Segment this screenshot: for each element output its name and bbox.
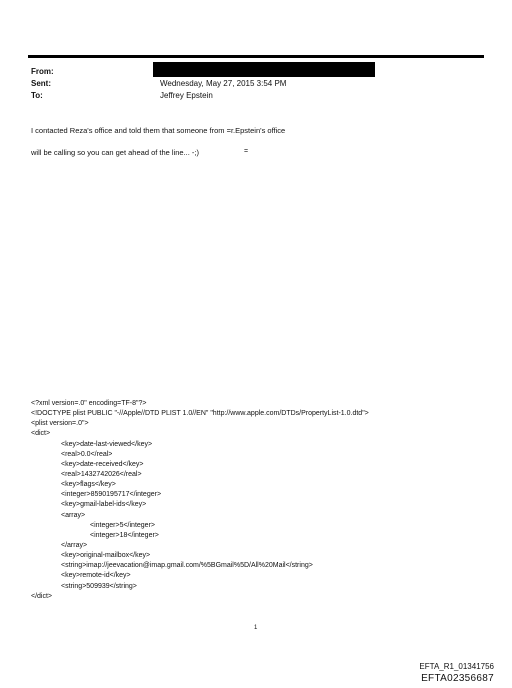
sent-label: Sent: bbox=[31, 79, 51, 88]
xml-line: </array> bbox=[61, 541, 88, 549]
xml-line: <dict> bbox=[31, 430, 51, 438]
body-line-1: I contacted Reza's office and told them that someone from =r.Epstein's office bbox=[31, 126, 286, 135]
xml-line: <integer>18</integer> bbox=[90, 531, 159, 539]
page-number: 1 bbox=[254, 625, 258, 631]
xml-line: <integer>5</integer> bbox=[90, 521, 155, 529]
xml-line: <key>original-mailbox</key> bbox=[61, 552, 151, 560]
xml-line: <key>gmail-label-ids</key> bbox=[61, 501, 147, 509]
xml-line: </dict> bbox=[31, 592, 53, 600]
body-line-2: will be calling so you can get ahead of the line... -;) bbox=[31, 148, 200, 157]
from-label: From: bbox=[31, 67, 54, 76]
xml-line: <key>remote-id</key> bbox=[61, 572, 131, 580]
to-value: Jeffrey Epstein bbox=[160, 91, 213, 100]
xml-line: <real>0.0</real> bbox=[61, 450, 113, 458]
xml-line: <integer>8590195717</integer> bbox=[61, 491, 162, 499]
bates-stamp-1: EFTA_R1_01341756 bbox=[419, 662, 494, 671]
xml-plist-block bbox=[31, 399, 369, 602]
xml-line: <plist version=.0"> bbox=[31, 420, 89, 428]
xml-line: <?xml version=.0" encoding=TF-8"?> bbox=[31, 400, 147, 407]
xml-line: <string>imap://jeevacation@imap.gmail.com/%5BGmail%5D/All%20Mail</string> bbox=[61, 562, 313, 570]
xml-line: <array> bbox=[61, 511, 86, 519]
xml-line: <string>509939</string> bbox=[61, 582, 137, 590]
sent-value: Wednesday, May 27, 2015 3:54 PM bbox=[160, 79, 287, 88]
header-rule bbox=[28, 55, 484, 58]
xml-line: <key>date-last-viewed</key> bbox=[61, 440, 153, 448]
xml-line: <key>flags</key> bbox=[61, 481, 116, 489]
bates-stamp-2: EFTA02356687 bbox=[421, 673, 494, 684]
xml-line: <real>1432742026</real> bbox=[61, 470, 142, 478]
to-label: To: bbox=[31, 91, 43, 100]
xml-line: <key>date-received</key> bbox=[61, 460, 144, 468]
stray-marker: = bbox=[244, 148, 249, 155]
xml-line: <!DOCTYPE plist PUBLIC "-//Apple//DTD PLIST 1.0//EN" "http://www.apple.com/DTDs/PropertyList-1.0.dtd"> bbox=[31, 410, 369, 418]
redaction-bar bbox=[153, 62, 375, 77]
